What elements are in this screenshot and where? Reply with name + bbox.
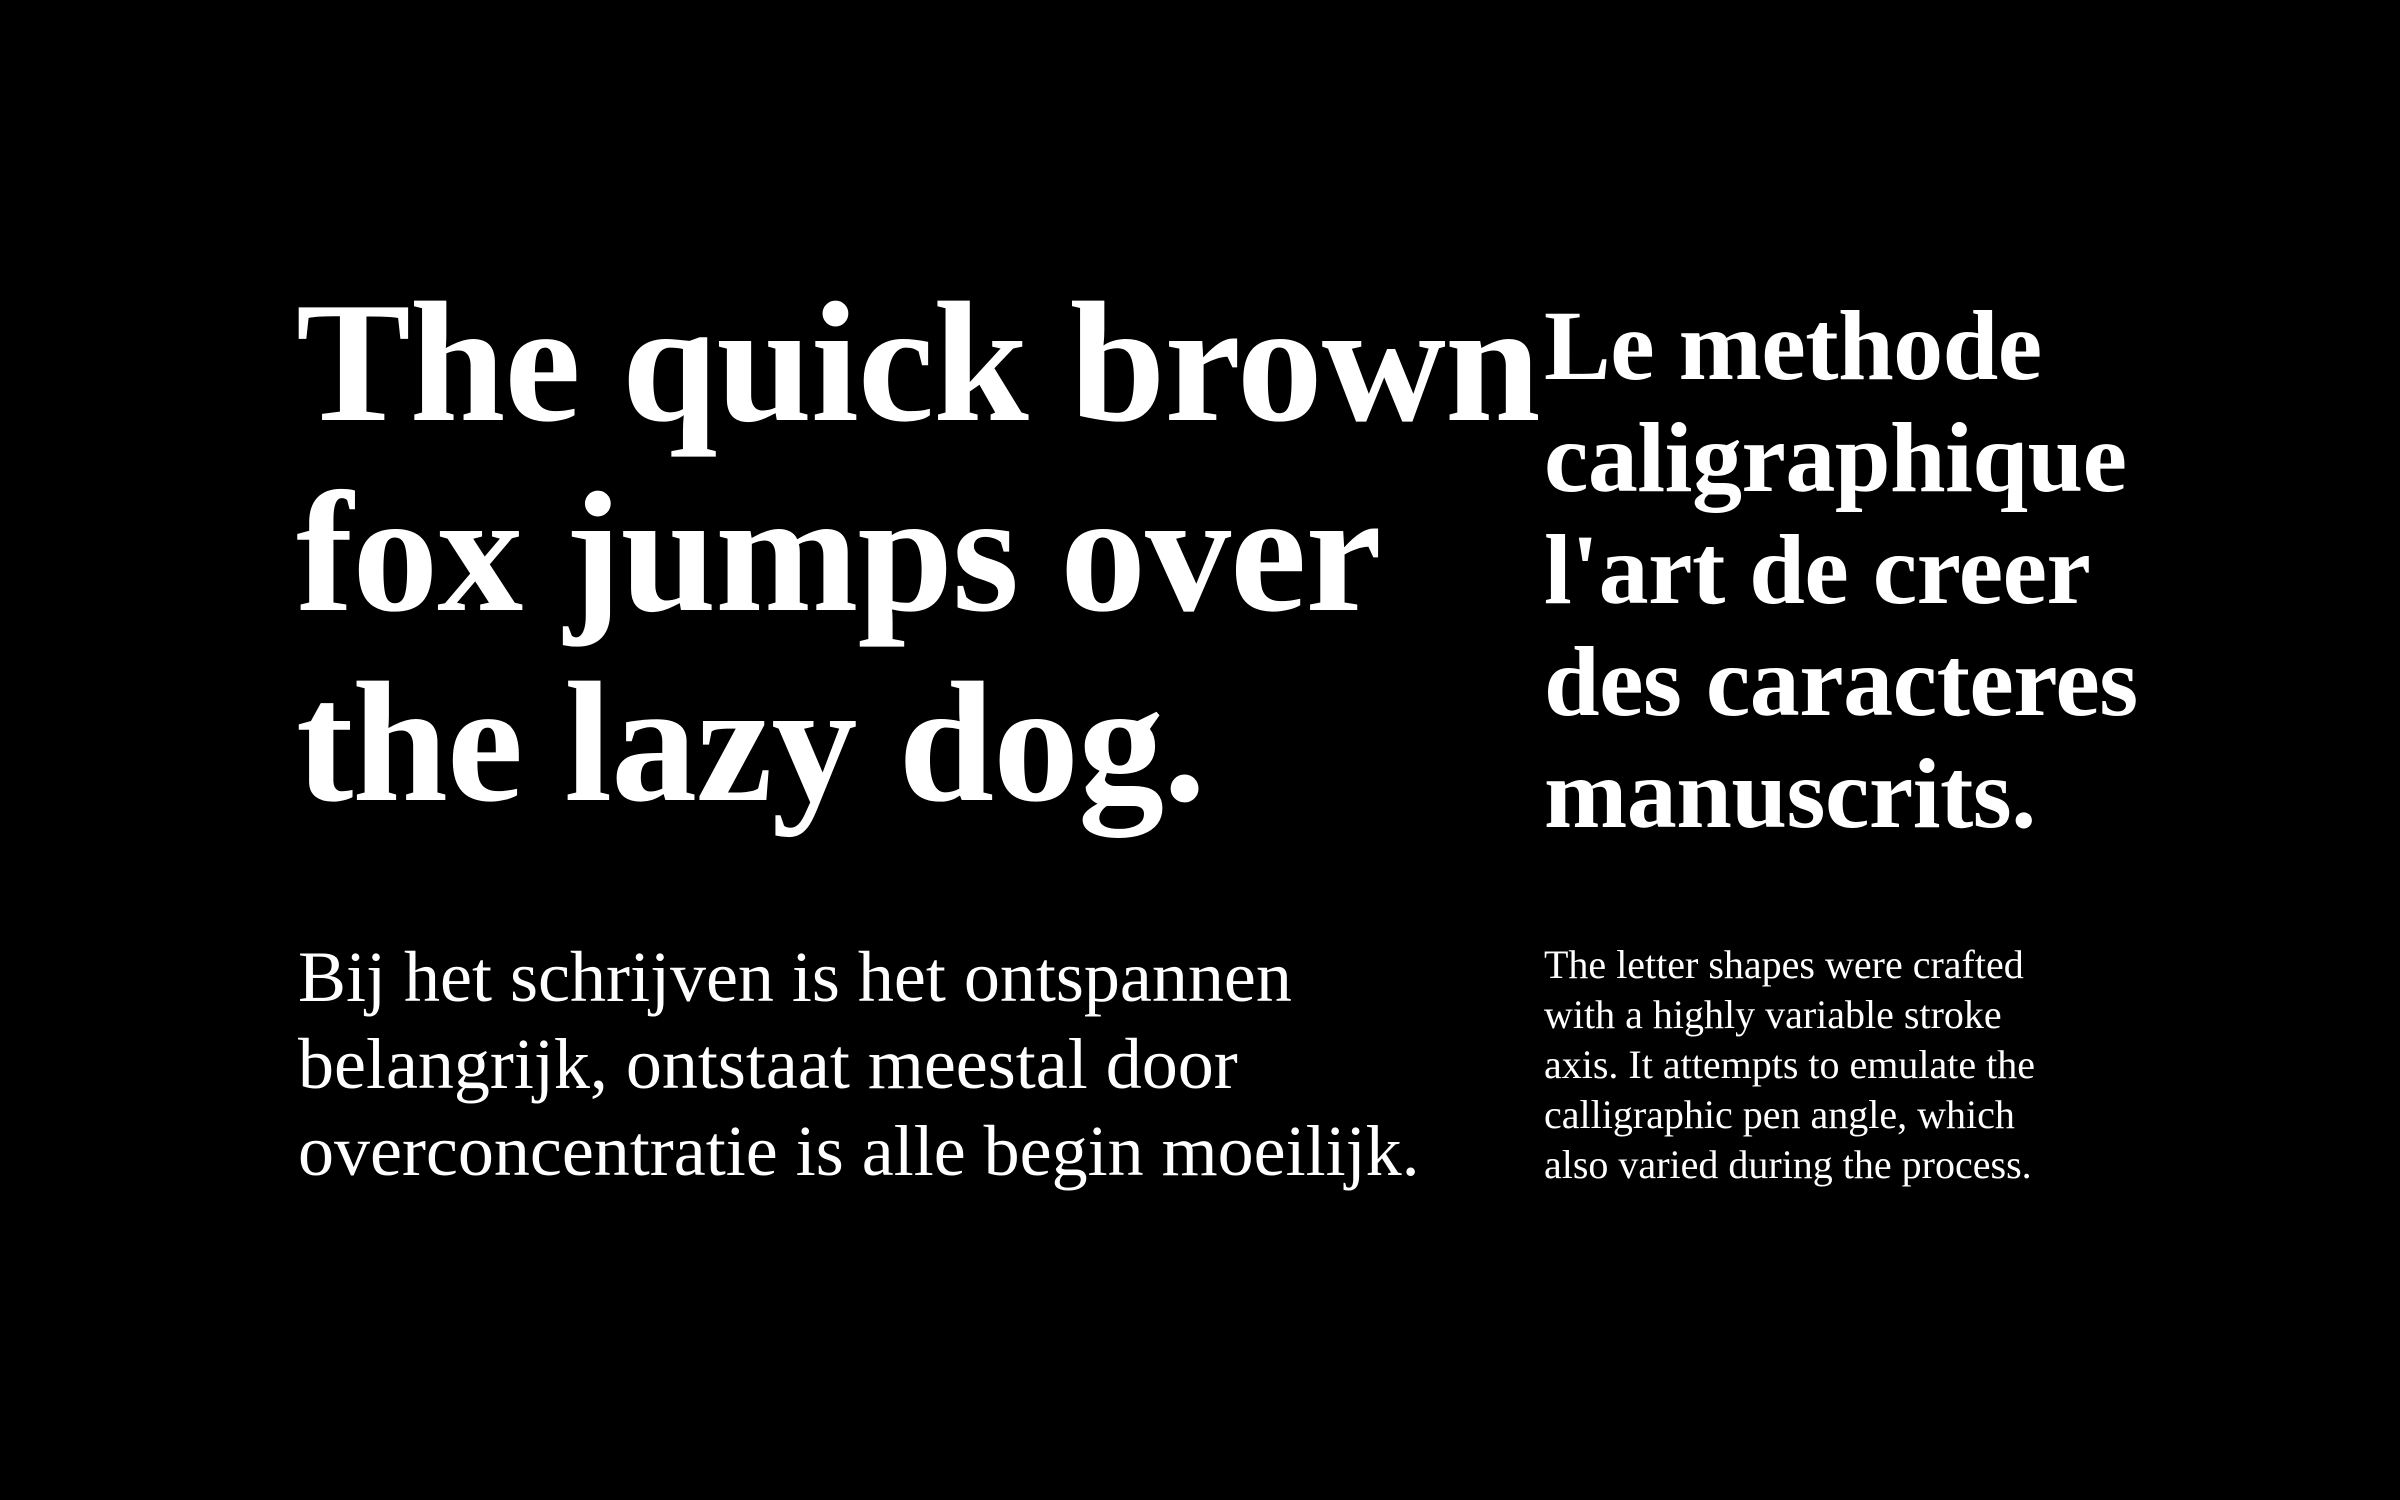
paragraph-line: belangrijk, ontstaat meestal door bbox=[298, 1024, 1238, 1104]
heading-line: l'art de creer bbox=[1544, 514, 2091, 625]
paragraph-line: Bij het schrijven is het ontspannen bbox=[298, 937, 1292, 1017]
dutch-paragraph bbox=[298, 934, 1420, 1195]
heading-line: des caracteres bbox=[1544, 626, 2138, 737]
headline-pangram bbox=[296, 268, 1540, 838]
french-heading bbox=[1544, 290, 2138, 850]
heading-line: Le methode bbox=[1544, 290, 2042, 401]
heading-line: manuscrits. bbox=[1544, 738, 2036, 849]
description-line: axis. It attempts to emulate the bbox=[1544, 1042, 2035, 1087]
description-line: The letter shapes were crafted bbox=[1544, 942, 2024, 987]
description-line: with a highly variable stroke bbox=[1544, 992, 2002, 1037]
description-line: calligraphic pen angle, which bbox=[1544, 1092, 2015, 1137]
heading-line: caligraphique bbox=[1544, 402, 2127, 513]
headline-line: the lazy dog. bbox=[296, 648, 1206, 838]
description-line: also varied during the process. bbox=[1544, 1142, 2032, 1187]
headline-line: fox jumps over bbox=[296, 458, 1381, 648]
description-paragraph bbox=[1544, 940, 2035, 1190]
paragraph-line: overconcentratie is alle begin moeilijk. bbox=[298, 1111, 1420, 1191]
headline-line: The quick brown bbox=[296, 268, 1540, 458]
